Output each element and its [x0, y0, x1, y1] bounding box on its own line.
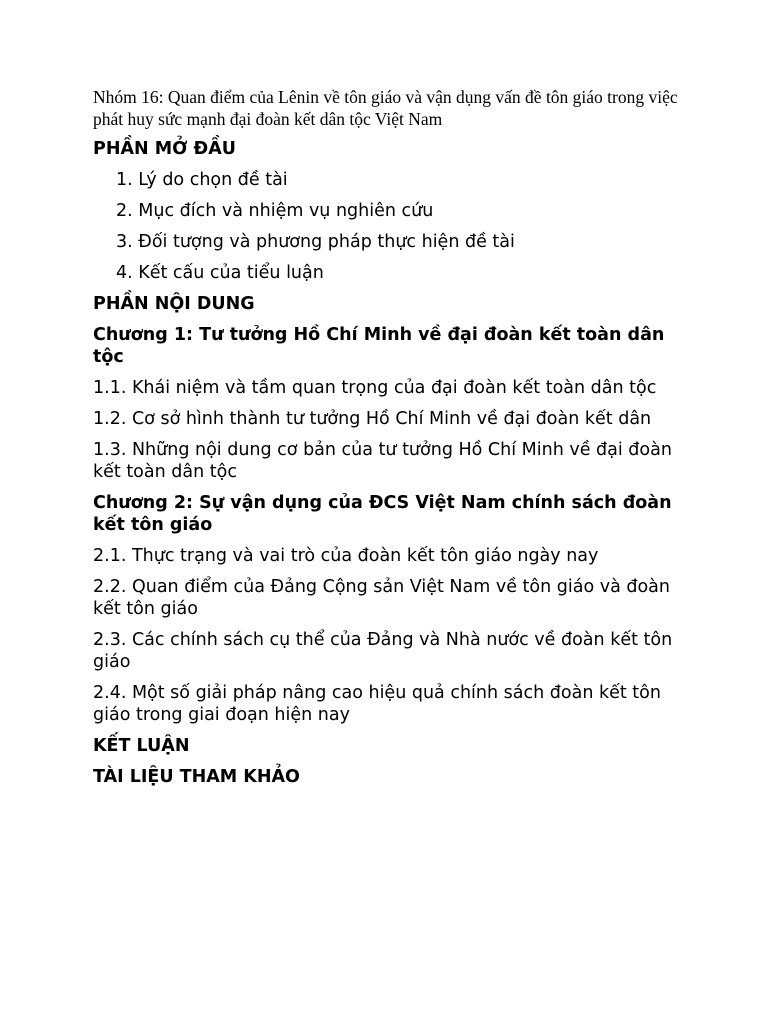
list-item: 4. Kết cấu của tiểu luận: [116, 263, 324, 283]
section-item: 2.2. Quan điểm của Đảng Cộng sản Việt Nam về tôn giáo và đoàn kết tôn giáo: [93, 577, 670, 619]
chapter-1-title: Chương 1: Tư tưởng Hồ Chí Minh về đại đoàn kết toàn dân tộc: [93, 325, 665, 367]
list-item: 2. Mục đích và nhiệm vụ nghiên cứu: [116, 201, 434, 221]
section-item: 2.4. Một số giải pháp nâng cao hiệu quả chính sách đoàn kết tôn giáo trong giai đoạn hiện nay: [93, 683, 661, 725]
section-item: 1.2. Cơ sở hình thành tư tưởng Hồ Chí Minh về đại đoàn kết dân: [93, 409, 652, 429]
list-item: 1. Lý do chọn đề tài: [116, 170, 288, 190]
section-item: 2.3. Các chính sách cụ thể của Đảng và Nhà nước về đoàn kết tôn giáo: [93, 630, 673, 672]
section-item: 1.3. Những nội dung cơ bản của tư tưởng Hồ Chí Minh về đại đoàn kết toàn dân tộc: [93, 440, 672, 482]
heading-part-intro: PHẦN MỞ ĐẦU: [93, 139, 236, 159]
section-item: 1.1. Khái niệm và tầm quan trọng của đại đoàn kết toàn dân tộc: [93, 378, 657, 398]
heading-conclusion: KẾT LUẬN: [93, 736, 190, 756]
intro-list: [93, 169, 693, 284]
heading-part-content: PHẦN NỘI DUNG: [93, 294, 255, 314]
section-item: 2.1. Thực trạng và vai trò của đoàn kết tôn giáo ngày nay: [93, 546, 599, 566]
document-page: [93, 86, 693, 797]
document-title: Nhóm 16: Quan điểm của Lênin về tôn giáo và vận dụng vấn đề tôn giáo trong việc phát huy sức mạnh đại đoàn kết dân tộc Việt Nam: [93, 87, 678, 129]
chapter-2-title: Chương 2: Sự vận dụng của ĐCS Việt Nam chính sách đoàn kết tôn giáo: [93, 493, 672, 535]
heading-references: TÀI LIỆU THAM KHẢO: [93, 767, 300, 787]
list-item: 3. Đối tượng và phương pháp thực hiện đề tài: [116, 232, 515, 252]
